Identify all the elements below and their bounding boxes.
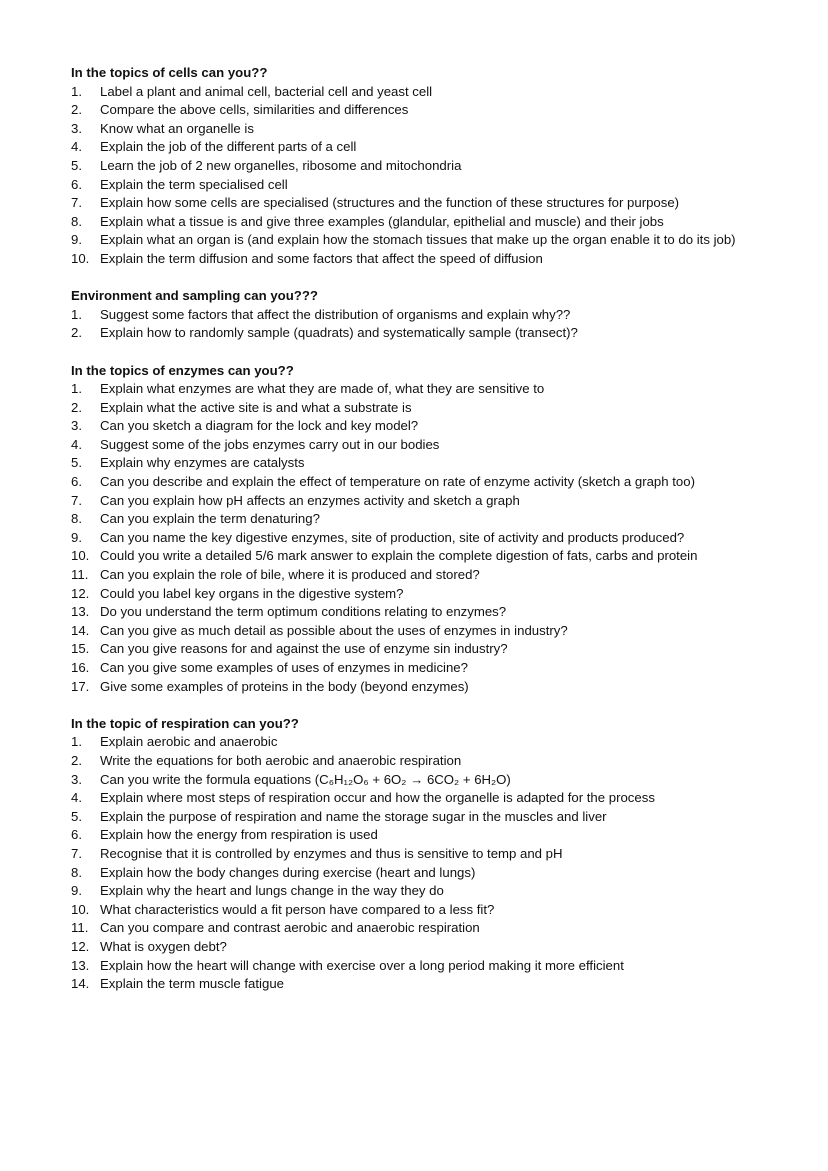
item-text: Can you write the formula equations (C₆H₁₂O₆ + 6O₂ → 6CO₂ + 6H₂O) xyxy=(100,771,511,787)
item-number: 4. xyxy=(71,139,82,155)
section-heading: Environment and sampling can you??? xyxy=(71,288,318,304)
question-list xyxy=(71,380,798,696)
item-text: Explain why the heart and lungs change in the way they do xyxy=(100,883,444,899)
list-item xyxy=(71,752,798,771)
item-text: Could you label key organs in the digestive system? xyxy=(100,585,404,601)
item-number: 12. xyxy=(71,938,90,954)
list-item xyxy=(71,622,798,641)
item-text: Explain how some cells are specialised (structures and the function of these structures for purpose) xyxy=(100,195,680,211)
item-text: Can you give reasons for and against the use of enzyme sin industry? xyxy=(100,641,508,657)
list-item xyxy=(71,919,798,938)
item-number: 1. xyxy=(71,734,82,750)
list-item xyxy=(71,640,798,659)
item-number: 3. xyxy=(71,771,82,787)
item-number: 8. xyxy=(71,213,82,229)
list-item xyxy=(71,678,798,697)
item-text: Recognise that it is controlled by enzymes and thus is sensitive to temp and pH xyxy=(100,845,563,861)
item-number: 1. xyxy=(71,83,82,99)
item-number: 10. xyxy=(71,548,90,564)
item-number: 3. xyxy=(71,418,82,434)
list-item xyxy=(71,120,798,139)
item-number: 4. xyxy=(71,790,82,806)
list-item xyxy=(71,250,798,269)
list-item xyxy=(71,845,798,864)
item-number: 5. xyxy=(71,455,82,471)
section-heading: In the topics of cells can you?? xyxy=(71,65,268,80)
item-number: 16. xyxy=(71,660,90,675)
question-list xyxy=(71,306,798,343)
item-number: 6. xyxy=(71,176,82,192)
item-number: 2. xyxy=(71,752,82,768)
item-text: Compare the above cells, similarities and differences xyxy=(100,102,409,118)
list-item xyxy=(71,231,798,250)
item-number: 3. xyxy=(71,120,82,136)
item-number: 6. xyxy=(71,474,82,490)
list-item xyxy=(71,975,798,994)
item-number: 7. xyxy=(71,845,82,861)
list-item xyxy=(71,826,798,845)
list-item xyxy=(71,901,798,920)
list-item xyxy=(71,399,798,418)
question-list xyxy=(71,83,798,269)
item-number: 9. xyxy=(71,883,82,899)
item-text: Do you understand the term optimum conditions relating to enzymes? xyxy=(100,604,507,620)
item-number: 11. xyxy=(71,920,89,936)
item-text: Explain the term specialised cell xyxy=(100,176,288,192)
item-text: Suggest some factors that affect the distribution of organisms and explain why?? xyxy=(100,306,571,322)
item-number: 2. xyxy=(71,399,82,415)
item-text: Explain aerobic and anaerobic xyxy=(100,734,278,750)
list-item xyxy=(71,380,798,399)
list-item xyxy=(71,547,798,566)
item-text: Explain what an organ is (and explain how the stomach tissues that make up the organ enable it to do its job) xyxy=(100,232,736,248)
item-text: Explain how to randomly sample (quadrats) and systematically sample (transect)? xyxy=(100,325,578,341)
environment-section xyxy=(71,287,798,343)
item-number: 7. xyxy=(71,195,82,211)
item-text: Explain how the body changes during exercise (heart and lungs) xyxy=(100,864,476,880)
item-text: Write the equations for both aerobic and anaerobic respiration xyxy=(100,752,462,768)
respiration-section xyxy=(71,715,798,994)
item-text: Explain the purpose of respiration and name the storage sugar in the muscles and liver xyxy=(100,808,607,824)
list-item xyxy=(71,510,798,529)
item-text: Explain how the heart will change with exercise over a long period making it more efficient xyxy=(100,957,624,973)
list-item xyxy=(71,789,798,808)
item-text: Explain the job of the different parts of a cell xyxy=(100,139,357,155)
item-text: Could you write a detailed 5/6 mark answer to explain the complete digestion of fats, carbs and protein xyxy=(100,548,698,564)
item-text: What is oxygen debt? xyxy=(100,938,227,954)
list-item xyxy=(71,157,798,176)
item-number: 11. xyxy=(71,567,89,583)
item-number: 9. xyxy=(71,232,82,248)
list-item xyxy=(71,492,798,511)
list-item xyxy=(71,176,798,195)
item-number: 14. xyxy=(71,976,90,992)
item-number: 13. xyxy=(71,957,90,973)
item-text: Can you give as much detail as possible about the uses of enzymes in industry? xyxy=(100,622,568,638)
list-item xyxy=(71,417,798,436)
item-text: Can you describe and explain the effect of temperature on rate of enzyme activity (sketch a graph too) xyxy=(100,474,695,490)
list-item xyxy=(71,771,798,790)
item-number: 1. xyxy=(71,381,82,397)
list-item xyxy=(71,659,798,678)
list-item xyxy=(71,808,798,827)
item-number: 15. xyxy=(71,641,90,657)
item-number: 12. xyxy=(71,585,90,601)
list-item xyxy=(71,101,798,120)
item-number: 10. xyxy=(71,250,90,266)
item-number: 7. xyxy=(71,492,82,508)
list-item xyxy=(71,138,798,157)
item-text: Learn the job of 2 new organelles, ribosome and mitochondria xyxy=(100,157,462,173)
cells-section xyxy=(71,64,798,269)
item-text: Explain the term muscle fatigue xyxy=(100,976,284,992)
item-text: Explain what a tissue is and give three examples (glandular, epithelial and muscle) and their jobs xyxy=(100,213,664,229)
item-number: 4. xyxy=(71,436,82,452)
list-item xyxy=(71,306,798,325)
enzymes-section xyxy=(71,362,798,697)
item-text: Explain how the energy from respiration is used xyxy=(100,827,378,843)
list-item xyxy=(71,585,798,604)
list-item xyxy=(71,864,798,883)
item-text: Suggest some of the jobs enzymes carry out in our bodies xyxy=(100,436,440,452)
list-item xyxy=(71,324,798,343)
list-item xyxy=(71,938,798,957)
item-text: Explain where most steps of respiration occur and how the organelle is adapted for the process xyxy=(100,790,655,806)
list-item xyxy=(71,957,798,976)
list-item xyxy=(71,213,798,232)
item-text: Can you compare and contrast aerobic and anaerobic respiration xyxy=(100,920,480,936)
item-text: Can you sketch a diagram for the lock and key model? xyxy=(100,418,419,434)
list-item xyxy=(71,473,798,492)
item-number: 14. xyxy=(71,622,90,638)
item-number: 6. xyxy=(71,827,82,843)
item-number: 13. xyxy=(71,604,90,620)
list-item xyxy=(71,882,798,901)
item-number: 17. xyxy=(71,678,90,694)
item-number: 5. xyxy=(71,157,82,173)
item-number: 10. xyxy=(71,901,90,917)
item-text: Can you explain the term denaturing? xyxy=(100,511,320,527)
list-item xyxy=(71,194,798,213)
item-text: Explain what the active site is and what a substrate is xyxy=(100,399,412,415)
item-number: 2. xyxy=(71,102,82,118)
item-text: Can you explain the role of bile, where it is produced and stored? xyxy=(100,567,480,583)
item-text: Can you give some examples of uses of enzymes in medicine? xyxy=(100,660,468,675)
section-heading: In the topic of respiration can you?? xyxy=(71,715,299,731)
item-text: What characteristics would a fit person have compared to a less fit? xyxy=(100,901,495,917)
question-list xyxy=(71,733,798,993)
item-number: 8. xyxy=(71,511,82,527)
item-text: Know what an organelle is xyxy=(100,120,254,136)
list-item xyxy=(71,83,798,102)
item-number: 9. xyxy=(71,529,82,545)
item-text: Can you name the key digestive enzymes, site of production, site of activity and products produced? xyxy=(100,529,685,545)
section-heading: In the topics of enzymes can you?? xyxy=(71,362,294,378)
item-text: Explain why enzymes are catalysts xyxy=(100,455,305,471)
list-item xyxy=(71,603,798,622)
item-text: Explain what enzymes are what they are made of, what they are sensitive to xyxy=(100,381,545,397)
item-text: Can you explain how pH affects an enzymes activity and sketch a graph xyxy=(100,492,520,508)
item-text: Give some examples of proteins in the body (beyond enzymes) xyxy=(100,678,469,694)
list-item xyxy=(71,436,798,455)
item-number: 8. xyxy=(71,864,82,880)
item-number: 5. xyxy=(71,808,82,824)
list-item xyxy=(71,529,798,548)
item-number: 2. xyxy=(71,325,82,341)
item-text: Explain the term diffusion and some factors that affect the speed of diffusion xyxy=(100,250,543,266)
list-item xyxy=(71,733,798,752)
list-item xyxy=(71,454,798,473)
item-text: Label a plant and animal cell, bacterial cell and yeast cell xyxy=(100,83,433,99)
list-item xyxy=(71,566,798,585)
item-number: 1. xyxy=(71,306,82,322)
